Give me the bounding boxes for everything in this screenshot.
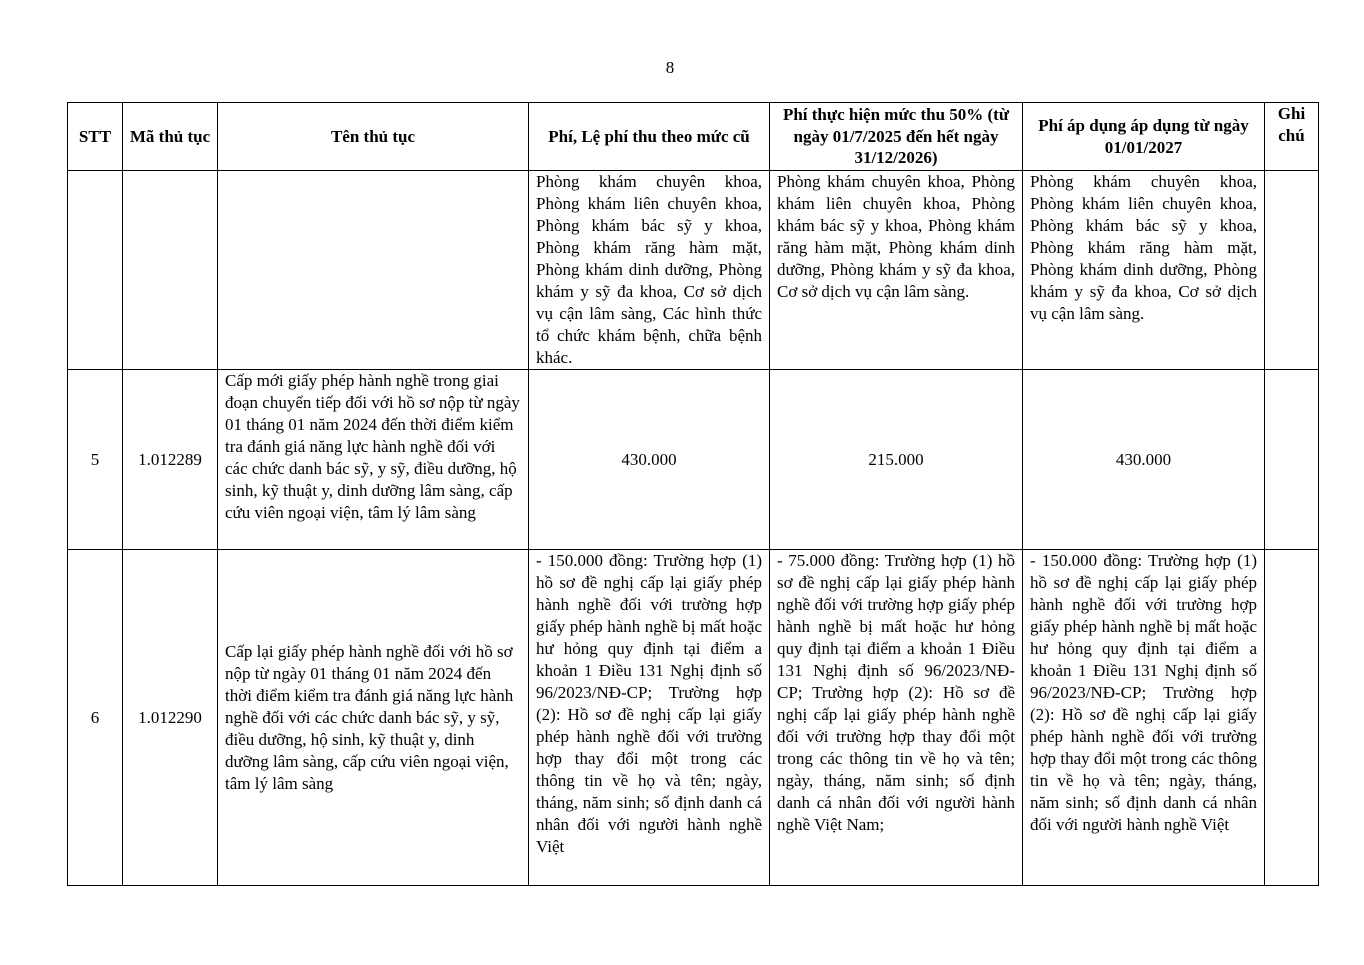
header-ma-thu-tuc: Mã thủ tục <box>123 103 218 171</box>
cell-phi-2027-text: - 150.000 đồng: Trường hợp (1) hồ sơ đề nghị cấp lại giấy phép hành nghề đối với trường hợp giấy phép hành nghề bị mất hoặc hư hỏng quy định tại điểm a khoản 1 Điều 131 Nghị định số 96/2023/NĐ-CP; Trường hợp (2): Hồ sơ đề nghị cấp lại giấy phép hành nghề đối với trường hợp thay đổi một trong các thông tin về họ và tên; ngày, tháng, năm sinh; số định danh cá nhân đối với người hành nghề Việt <box>1030 551 1257 834</box>
cell-ten <box>218 171 529 370</box>
table-row <box>68 171 1319 370</box>
table-header-row <box>68 103 1319 171</box>
header-stt: STT <box>68 103 123 171</box>
cell-phi-2027: 430.000 <box>1023 370 1265 550</box>
cell-phi-cu: Phòng khám chuyên khoa, Phòng khám liên chuyên khoa, Phòng khám bác sỹ y khoa, Phòng khám răng hàm mặt, Phòng khám dinh dưỡng, Phòng khám y sỹ đa khoa, Cơ sở dịch vụ cận lâm sàng, Các hình thức tổ chức khám bệnh, chữa bệnh khác. <box>529 171 770 370</box>
cell-phi-cu-text: - 150.000 đồng: Trường hợp (1) hồ sơ đề nghị cấp lại giấy phép hành nghề đối với trường hợp giấy phép hành nghề bị mất hoặc hư hỏng quy định tại điểm a khoản 1 Điều 131 Nghị định số 96/2023/NĐ-CP; Trường hợp (2): Hồ sơ đề nghị cấp lại giấy phép hành nghề đối với trường hợp thay đổi một trong các thông tin về họ và tên; ngày, tháng, năm sinh; số định danh cá nhân đối với người hành nghề Việt <box>536 551 762 856</box>
cell-ghi-chu <box>1265 171 1319 370</box>
cell-ghi-chu <box>1265 370 1319 550</box>
cell-ten: Cấp mới giấy phép hành nghề trong giai đoạn chuyển tiếp đối với hồ sơ nộp từ ngày 01 tháng 01 năm 2024 đến thời điểm kiểm tra đánh giá năng lực hành nghề đối với các chức danh bác sỹ, y sỹ, điều dưỡng, hộ sinh, kỹ thuật y, dinh dưỡng lâm sàng, cấp cứu viên ngoại viện, tâm lý lâm sàng <box>218 370 529 550</box>
cell-stt: 6 <box>68 550 123 886</box>
cell-phi-2027: Phòng khám chuyên khoa, Phòng khám liên chuyên khoa, Phòng khám bác sỹ y khoa, Phòng khám răng hàm mặt, Phòng khám dinh dưỡng, Phòng khám y sỹ đa khoa, Cơ sở dịch vụ cận lâm sàng. <box>1023 171 1265 370</box>
table-row <box>68 550 1319 886</box>
header-phi-cu: Phí, Lệ phí thu theo mức cũ <box>529 103 770 171</box>
cell-ma: 1.012289 <box>123 370 218 550</box>
header-phi-50: Phí thực hiện mức thu 50% (từ ngày 01/7/2025 đến hết ngày 31/12/2026) <box>770 103 1023 171</box>
cell-phi-50: 215.000 <box>770 370 1023 550</box>
fee-table <box>67 102 1319 886</box>
header-ghi-chu: Ghi chú <box>1265 103 1319 171</box>
cell-phi-50 <box>770 550 1023 886</box>
header-ten-thu-tuc: Tên thủ tục <box>218 103 529 171</box>
cell-ma <box>123 171 218 370</box>
cell-phi-2027 <box>1023 550 1265 886</box>
header-phi-2027: Phí áp dụng áp dụng từ ngày 01/01/2027 <box>1023 103 1265 171</box>
cell-phi-cu: 430.000 <box>529 370 770 550</box>
cell-stt <box>68 171 123 370</box>
table-row <box>68 370 1319 550</box>
cell-ghi-chu <box>1265 550 1319 886</box>
cell-ma: 1.012290 <box>123 550 218 886</box>
cell-phi-cu <box>529 550 770 886</box>
cell-phi-50-text: - 75.000 đồng: Trường hợp (1) hồ sơ đề nghị cấp lại giấy phép hành nghề đối với trường hợp giấy phép hành nghề bị mất hoặc hư hỏng quy định tại điểm a khoản 1 Điều 131 Nghị định số 96/2023/NĐ-CP; Trường hợp (2): Hồ sơ đề nghị cấp lại giấy phép hành nghề đối với trường hợp thay đổi một trong các thông tin về họ và tên; ngày, tháng, năm sinh; số định danh cá nhân đối với người hành nghề Việt Nam; <box>777 551 1015 834</box>
page-number: 8 <box>665 58 675 77</box>
cell-phi-50: Phòng khám chuyên khoa, Phòng khám liên chuyên khoa, Phòng khám bác sỹ y khoa, Phòng khám răng hàm mặt, Phòng khám dinh dưỡng, Phòng khám y sỹ đa khoa, Cơ sở dịch vụ cận lâm sàng. <box>770 171 1023 370</box>
cell-ten: Cấp lại giấy phép hành nghề đối với hồ sơ nộp từ ngày 01 tháng 01 năm 2024 đến thời điểm kiểm tra đánh giá năng lực hành nghề đối với các chức danh bác sỹ, y sỹ, điều dưỡng, hộ sinh, kỹ thuật y, dinh dưỡng lâm sàng, cấp cứu viên ngoại viện, tâm lý lâm sàng <box>218 550 529 886</box>
cell-stt: 5 <box>68 370 123 550</box>
